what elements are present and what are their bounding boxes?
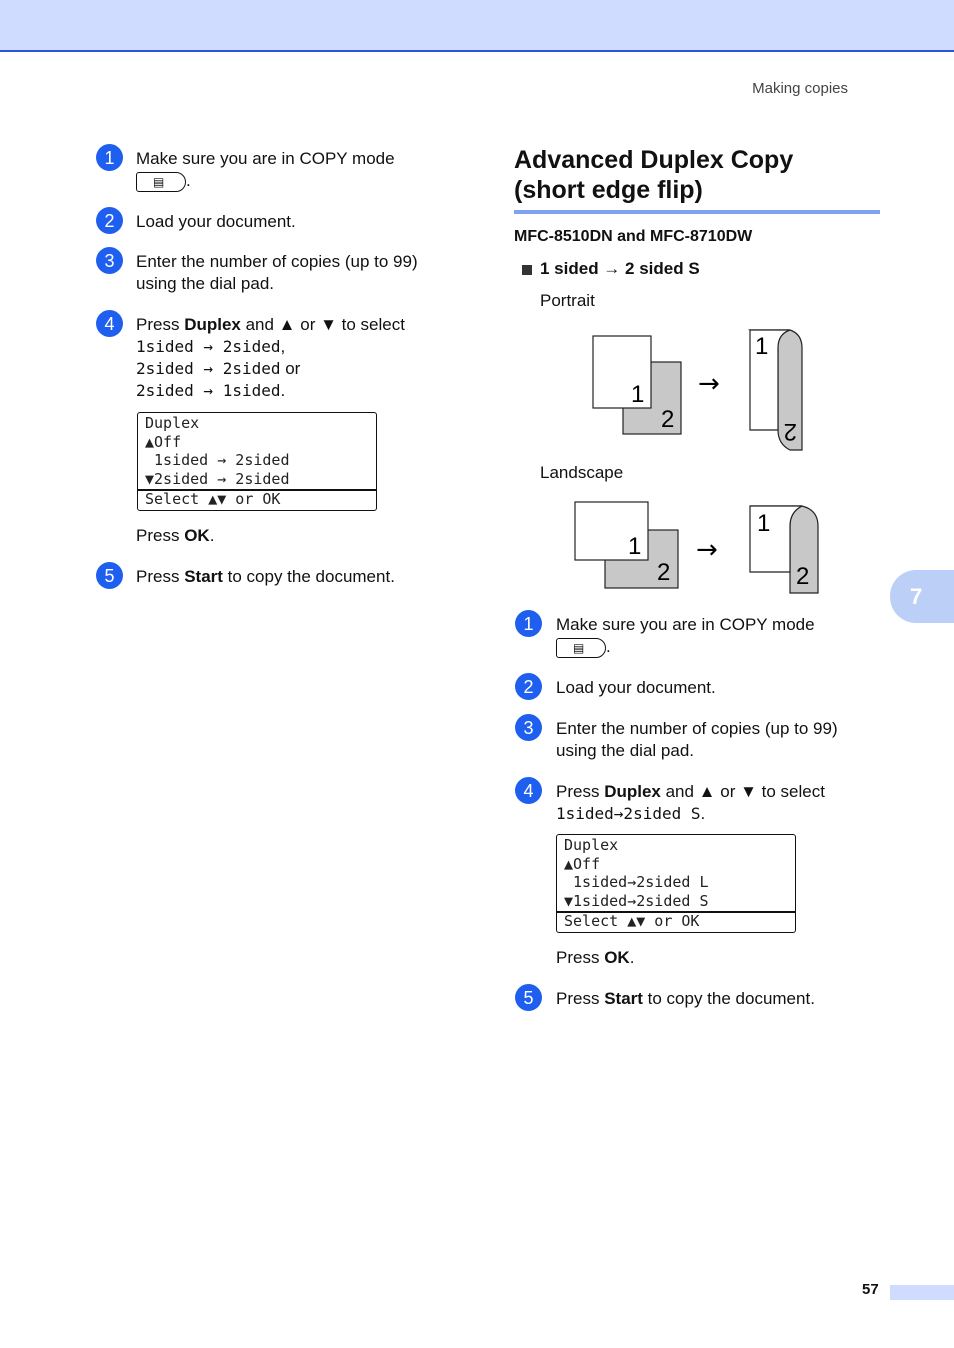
- portrait-label: Portrait: [540, 291, 595, 310]
- step-1-text: Make sure you are in COPY mode ▤ .: [556, 615, 815, 656]
- bullet-square-icon: [522, 265, 532, 275]
- press-ok-right: Press OK.: [556, 948, 635, 967]
- landscape-label: Landscape: [540, 463, 624, 482]
- chapter-tab: 7: [890, 570, 954, 623]
- page-number-2: 2: [796, 563, 810, 590]
- lcd-row: ▼1sided→2sided S: [564, 891, 709, 910]
- arrow-icon: →: [698, 369, 720, 399]
- lcd-row: ▲Off: [564, 854, 601, 873]
- step-5-text: Press Start to copy the document.: [136, 567, 395, 586]
- lcd-separator: [138, 489, 376, 491]
- step-4-text: Press Duplex and ▲ or ▼ to select 1sided→2sided S.: [556, 782, 825, 823]
- copy-mode-key-icon: ▤: [556, 638, 606, 658]
- landscape-diagram: [572, 498, 822, 598]
- step-number-1: 1: [96, 144, 123, 171]
- running-header: Making copies: [752, 80, 848, 97]
- lcd-display-right: [556, 834, 796, 933]
- lcd-row: ▼2sided → 2sided: [145, 469, 290, 488]
- step-1-text: Make sure you are in COPY mode ▤ .: [136, 149, 395, 190]
- heading-rule: [514, 210, 880, 214]
- section-heading: Advanced Duplex Copy (short edge flip): [514, 146, 794, 204]
- page-number-1: 1: [755, 333, 769, 360]
- step-number-3: 3: [515, 714, 542, 741]
- page-number-1: 1: [757, 510, 771, 537]
- page-number-2: 2: [657, 559, 671, 586]
- page-number-2: 2: [661, 406, 675, 433]
- page-number: 57: [862, 1281, 879, 1298]
- step-5-text: Press Start to copy the document.: [556, 989, 815, 1008]
- copy-mode-key-icon: ▤: [136, 172, 186, 192]
- model-subheading: MFC-8510DN and MFC-8710DW: [514, 228, 753, 245]
- lcd-row: ▲Off: [145, 432, 182, 451]
- footer-color-bar: [890, 1285, 954, 1300]
- press-ok-left: Press OK.: [136, 526, 215, 545]
- step-number-5: 5: [515, 984, 542, 1011]
- lcd-row: 1sided→2sided L: [564, 873, 709, 891]
- lcd-row: 1sided → 2sided: [145, 451, 290, 469]
- step-number-5: 5: [96, 562, 123, 589]
- step-number-2: 2: [515, 673, 542, 700]
- step-number-4: 4: [515, 777, 542, 804]
- lcd-row: Duplex: [564, 836, 619, 854]
- lcd-row: Duplex: [145, 414, 200, 432]
- arrow-icon: →: [696, 535, 718, 565]
- portrait-diagram: [590, 326, 820, 456]
- top-color-band: [0, 0, 954, 52]
- lcd-display-left: [137, 412, 377, 511]
- step-number-3: 3: [96, 247, 123, 274]
- step-3-text: Enter the number of copies (up to 99) using the dial pad.: [556, 719, 838, 760]
- lcd-footer: Select ▲▼ or OK: [564, 912, 700, 930]
- page-number-2-inverted: 2: [783, 418, 797, 445]
- page-number-1: 1: [628, 533, 642, 560]
- step-2-text: Load your document.: [136, 212, 296, 231]
- lcd-footer: Select ▲▼ or OK: [145, 490, 281, 508]
- bullet-option: 1 sided → 2 sided S: [540, 259, 700, 278]
- page-number-1: 1: [631, 381, 645, 408]
- step-3-text: Enter the number of copies (up to 99) using the dial pad.: [136, 252, 418, 293]
- lcd-separator: [557, 911, 795, 913]
- step-2-text: Load your document.: [556, 678, 716, 697]
- step-number-2: 2: [96, 207, 123, 234]
- step-number-4: 4: [96, 310, 123, 337]
- step-number-1: 1: [515, 610, 542, 637]
- step-4-text: Press Duplex and ▲ or ▼ to select 1sided → 2sided, 2sided → 2sided or 2sided → 1sided.: [136, 315, 405, 400]
